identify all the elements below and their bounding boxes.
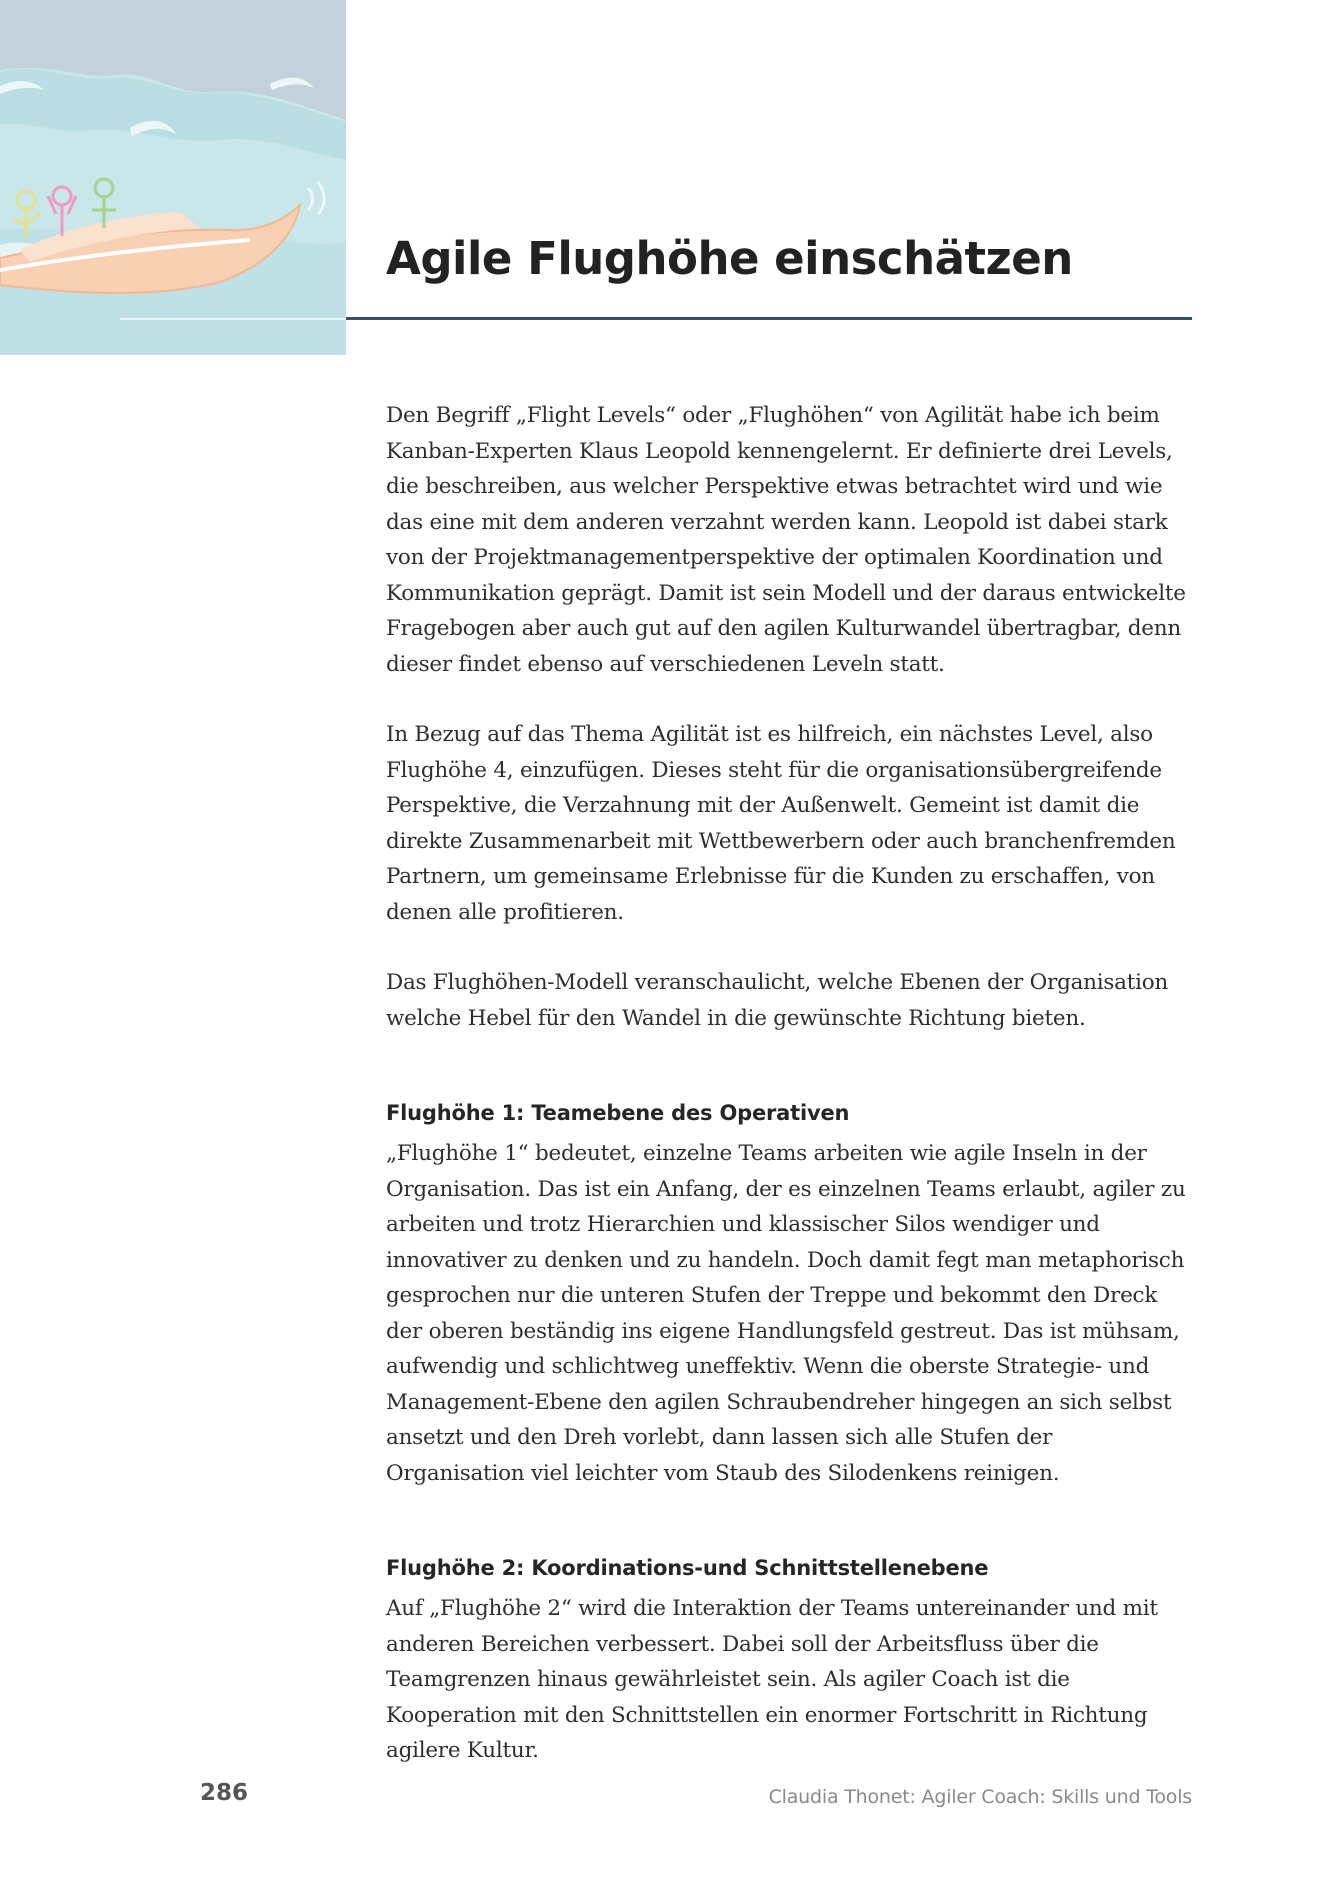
page-title: Agile Flughöhe einschätzen: [386, 232, 1073, 285]
boat-on-waves-illustration: [0, 0, 346, 355]
title-underline-left: [120, 318, 346, 320]
title-underline: [346, 317, 1192, 320]
intro-paragraph: Das Flughöhen-Modell veranschaulicht, welche Ebenen der Organisation welche Hebel für den Wandel in die gewünschte Richtung bieten.: [386, 970, 1169, 1031]
footer-credit: Claudia Thonet: Agiler Coach: Skills und Tools: [768, 1786, 1192, 1808]
section-text-flughoehe-1: „Flughöhe 1“ bedeutet, einzelne Teams arbeiten wie agile Inseln in der Organisation. Das ist ein Anfang, der es einzelnen Teams erlaubt, agiler zu arbeiten und trotz Hierarchien und klassischer Silos wendiger und innovativer zu denken und zu handeln. Doch damit fegt man metaphorisch gesprochen nur die unteren Stufen der Treppe und bekommt den Dreck der oberen beständig ins eigene Handlungsfeld gestreut. Das ist mühsam, aufwendig und schlichtweg uneffektiv. Wenn die oberste Strategie- und Management-Ebene den agilen Schraubendreher hingegen an sich selbst ansetzt und den Dreh vorlebt, dann lassen sich alle Stufen der Organisation viel leichter vom Staub des Silodenkens reinigen.: [386, 1141, 1186, 1486]
page-number: 286: [200, 1780, 249, 1806]
section-heading-flughoehe-2: Flughöhe 2: Koordinations-und Schnittstellenebene: [386, 1556, 989, 1580]
section-text-flughoehe-2: Auf „Flughöhe 2“ wird die Interaktion der Teams untereinander und mit anderen Bereichen verbessert. Dabei soll der Arbeitsfluss über die Teamgrenzen hinaus gewährleistet sein. Als agiler Coach ist die Kooperation mit den Schnittstellen ein enormer Fortschritt in Richtung agilere Kultur.: [386, 1596, 1158, 1763]
header-illustration-boat: [0, 0, 346, 355]
page-content: [386, 398, 1196, 1769]
intro-paragraph: Den Begriff „Flight Levels“ oder „Flughöhen“ von Agilität habe ich beim Kanban-Experten Klaus Leopold kennengelernt. Er definierte drei Levels, die beschreiben, aus welcher Perspektive etwas betrachtet wird und wie das eine mit dem anderen verzahnt werden kann. Leopold ist dabei stark von der Projektmanagementperspektive der optimalen Koordination und Kommunikation geprägt. Damit ist sein Modell und der daraus entwickelte Fragebogen aber auch gut auf den agilen Kulturwandel übertragbar, denn dieser findet ebenso auf verschiedenen Leveln statt.: [386, 403, 1186, 677]
section-heading-flughoehe-1: Flughöhe 1: Teamebene des Operativen: [386, 1101, 850, 1125]
intro-paragraph: In Bezug auf das Thema Agilität ist es hilfreich, ein nächstes Level, also Flughöhe 4, einzufügen. Dieses steht für die organisationsübergreifende Perspektive, die Verzahnung mit der Außenwelt. Gemeint ist damit die direkte Zusammenarbeit mit Wettbewerbern oder auch branchenfremden Partnern, um gemeinsame Erlebnisse für die Kunden zu erschaffen, von denen alle profitieren.: [386, 722, 1176, 925]
